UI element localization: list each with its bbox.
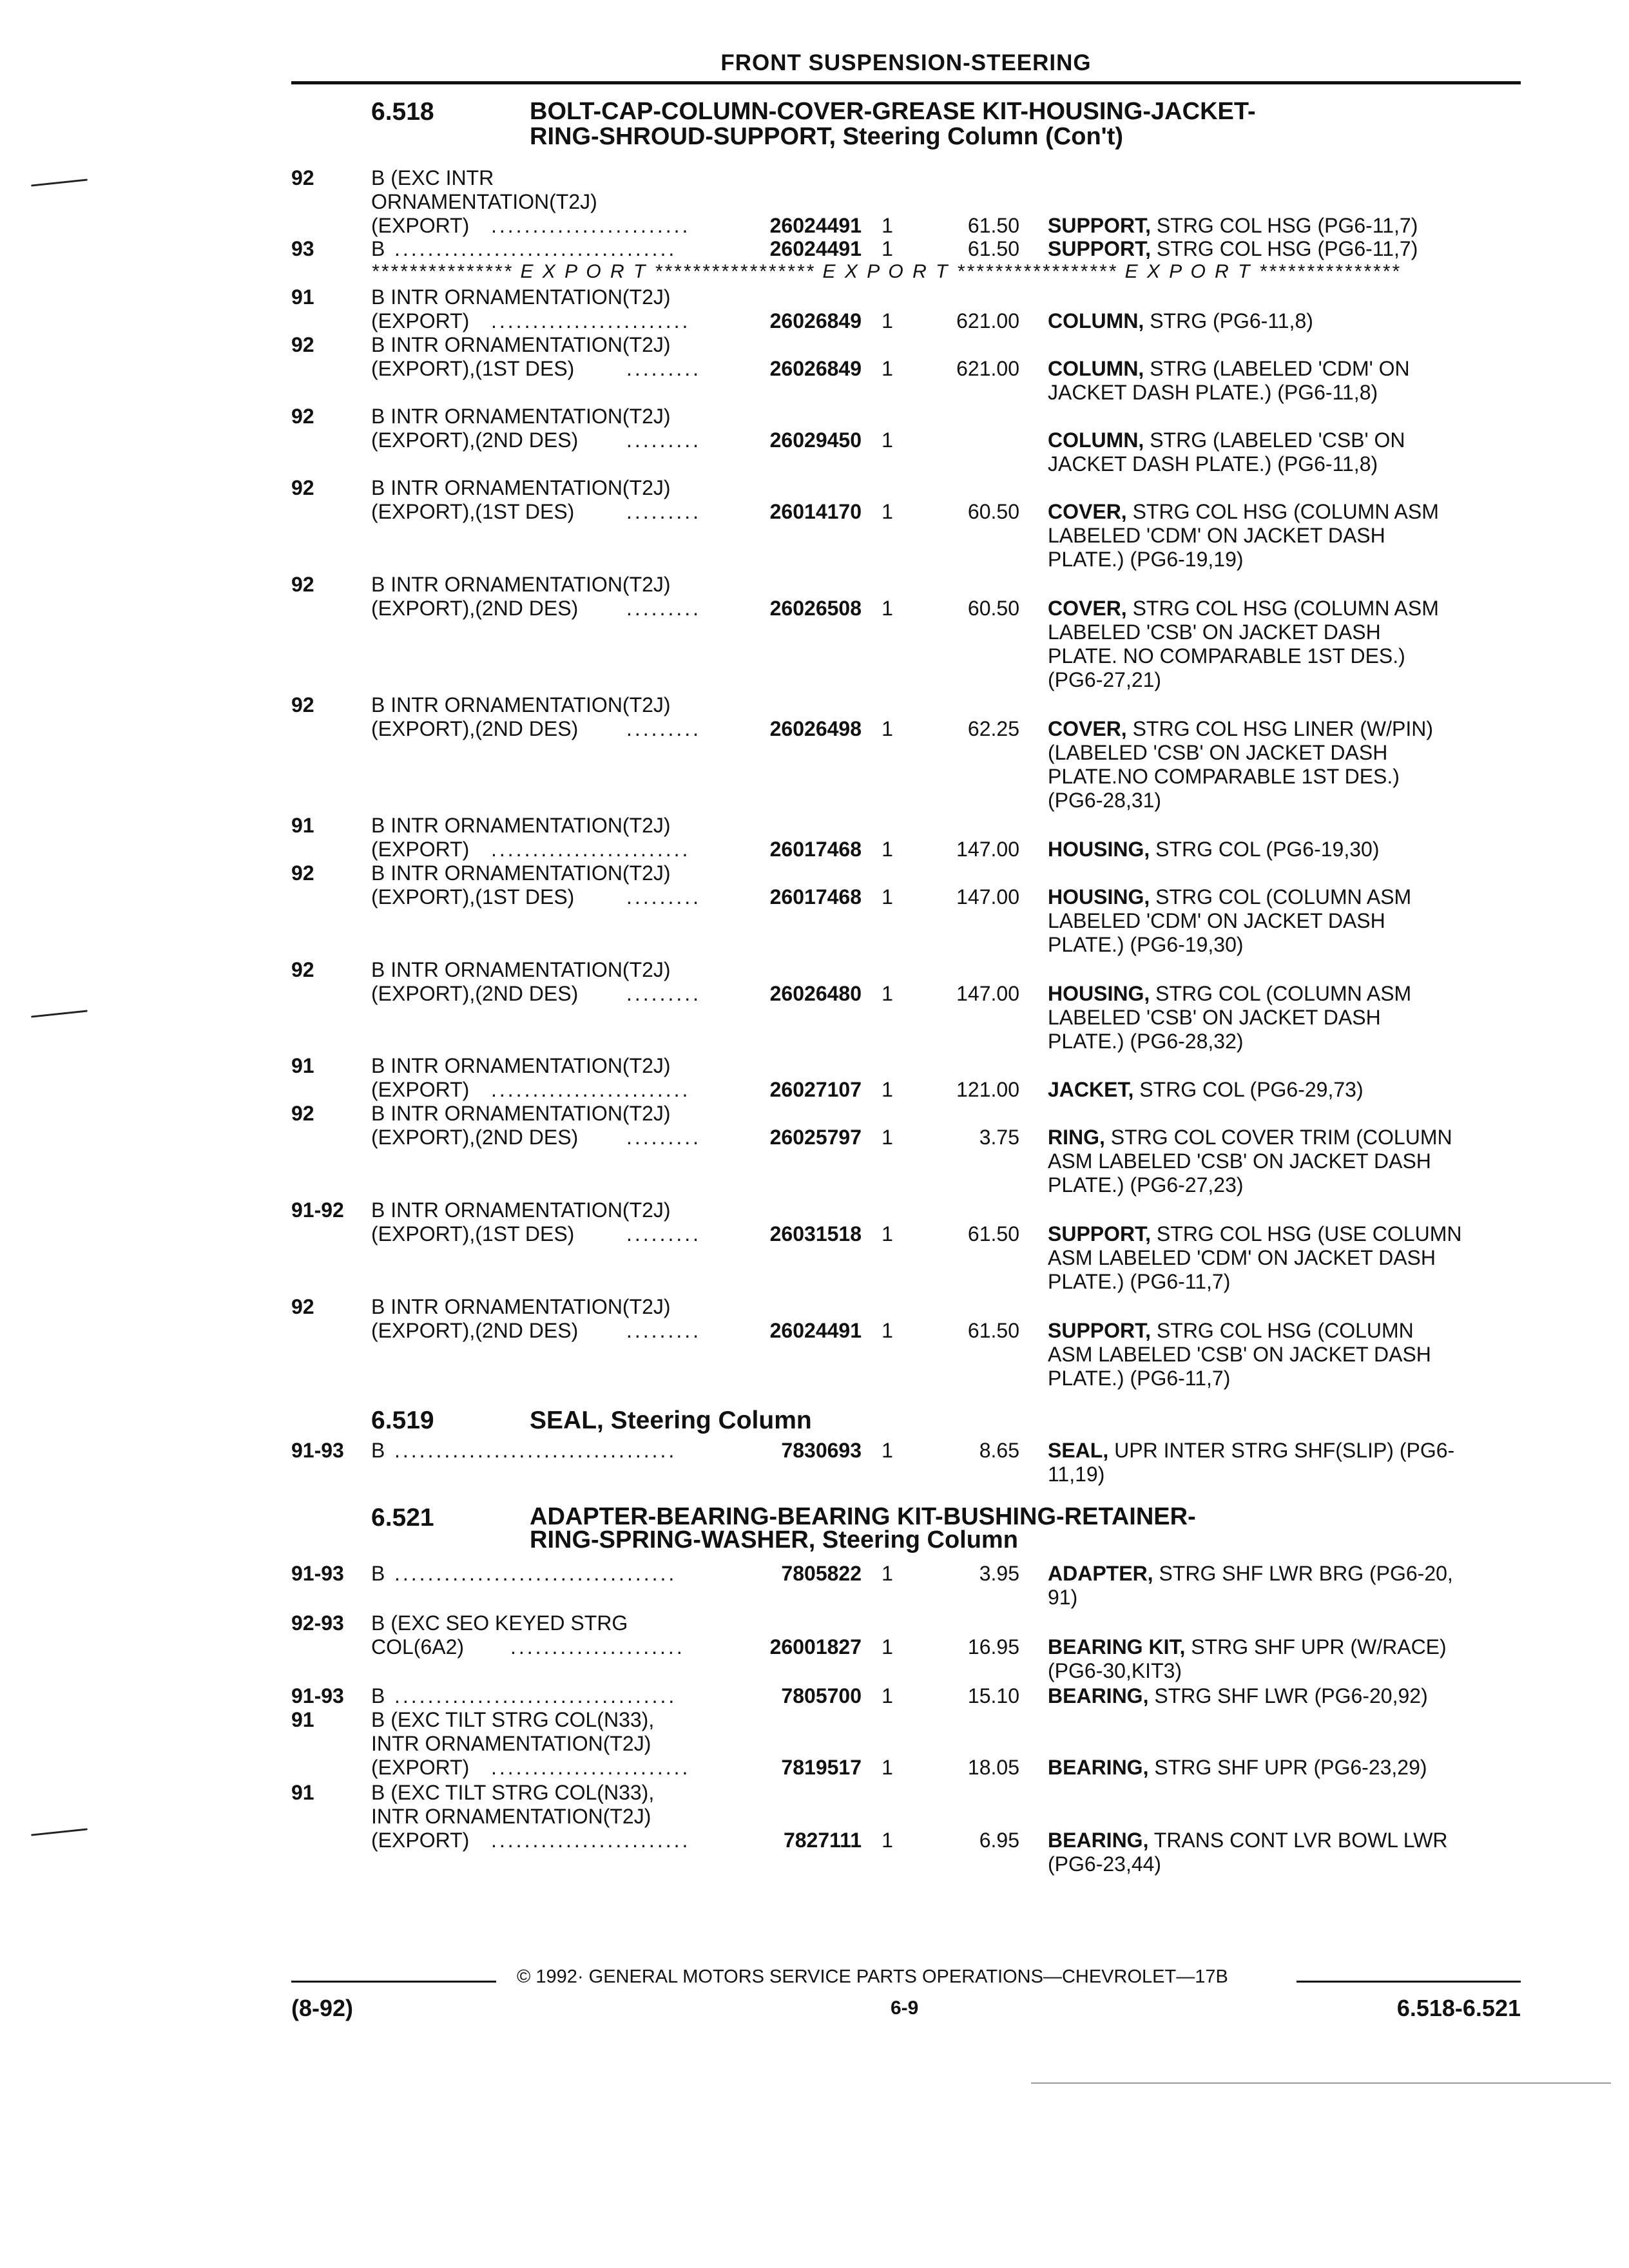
quantity: 1 <box>882 500 893 523</box>
quantity: 1 <box>882 309 893 332</box>
model-year: 91 <box>291 1781 314 1804</box>
dot-leader: ......... <box>626 1126 702 1149</box>
part-name-rest: STRG COL (COLUMN ASM LABELED 'CDM' ON JACKET DASH PLATE.) (PG6-19,30) <box>1048 885 1412 956</box>
part-number: 26026849 <box>769 309 862 332</box>
price: 121.00 <box>956 1078 1019 1101</box>
quantity: 1 <box>882 982 893 1005</box>
part-name-bold: COLUMN, <box>1048 357 1144 380</box>
quantity: 1 <box>882 1562 893 1585</box>
dot-leader: ......... <box>626 357 702 380</box>
part-name-rest: STRG COL (COLUMN ASM LABELED 'CSB' ON JACKET DASH PLATE.) (PG6-28,32) <box>1048 982 1412 1053</box>
part-name <box>1048 717 1521 812</box>
price: 60.50 <box>967 597 1019 620</box>
part-name-rest: STRG COL (PG6-19,30) <box>1150 838 1380 861</box>
dot-leader: ........................ <box>491 214 691 237</box>
part-name <box>1048 237 1521 261</box>
part-name-bold: HOUSING, <box>1048 838 1150 861</box>
part-name <box>1048 1222 1521 1294</box>
part-name-rest: STRG COL HSG (COLUMN ASM LABELED 'CSB' ON JACKET DASH PLATE. NO COMPARABLE 1ST DES.) (PG6-27,21) <box>1048 597 1439 691</box>
part-name <box>1048 428 1521 476</box>
model-year: 92 <box>291 333 314 356</box>
part-name <box>1048 1439 1521 1486</box>
dot-leader: ......... <box>626 885 702 908</box>
quantity: 1 <box>882 1319 893 1342</box>
part-number: 26024491 <box>769 214 862 237</box>
part-name-rest: TRANS CONT LVR BOWL LWR (PG6-23,44) <box>1048 1829 1448 1876</box>
part-name-bold: SUPPORT, <box>1048 214 1152 237</box>
quantity: 1 <box>882 428 893 452</box>
price: 18.05 <box>967 1756 1019 1779</box>
part-name-rest: STRG COL COVER TRIM (COLUMN ASM LABELED 'CSB' ON JACKET DASH PLATE.) (PG6-27,23) <box>1048 1126 1452 1196</box>
price: 61.50 <box>967 1319 1019 1342</box>
part-name-rest: STRG COL HSG (COLUMN ASM LABELED 'CDM' ON JACKET DASH PLATE.) (PG6-19,19) <box>1048 500 1439 571</box>
part-number: 26024491 <box>769 1319 862 1342</box>
part-name-bold: HOUSING, <box>1048 885 1150 908</box>
scan-artifact <box>1031 2082 1611 2084</box>
section-title: BOLT-CAP-COLUMN-COVER-GREASE KIT-HOUSING-JACKET- RING-SHROUD-SUPPORT, Steering Column (Con't) <box>530 98 1256 150</box>
application-desc: B <box>371 1562 385 1585</box>
price: 61.50 <box>967 1222 1019 1245</box>
application-desc: B INTR ORNAMENTATION(T2J) (EXPORT),(2ND DES) <box>371 1295 671 1342</box>
part-name-rest: STRG COL HSG (USE COLUMN ASM LABELED 'CDM' ON JACKET DASH PLATE.) (PG6-11,7) <box>1048 1222 1462 1293</box>
part-number: 26025797 <box>769 1126 862 1149</box>
model-year: 91 <box>291 814 314 837</box>
part-number: 26026849 <box>769 357 862 380</box>
application-desc: B (EXC TILT STRG COL(N33), INTR ORNAMENTATION(T2J) (EXPORT) <box>371 1708 655 1779</box>
quantity: 1 <box>882 237 893 260</box>
application-desc: B INTR ORNAMENTATION(T2J) (EXPORT),(2ND DES) <box>371 693 671 740</box>
part-number: 26029450 <box>769 428 862 452</box>
section-number: 6.519 <box>371 1407 434 1434</box>
part-name-rest: STRG COL (PG6-29,73) <box>1133 1078 1364 1101</box>
price: 6.95 <box>979 1829 1019 1852</box>
application-desc: B INTR ORNAMENTATION(T2J) (EXPORT),(2ND DES) <box>371 573 671 620</box>
footer-rule <box>291 1981 496 1983</box>
application-desc: B INTR ORNAMENTATION(T2J) (EXPORT),(1ST DES) <box>371 476 671 523</box>
dot-leader: ........................ <box>491 1756 691 1779</box>
quantity: 1 <box>882 1078 893 1101</box>
model-year: 92-93 <box>291 1611 344 1635</box>
part-name <box>1048 1562 1521 1610</box>
part-number: 26026508 <box>769 597 862 620</box>
price: 15.10 <box>967 1684 1019 1707</box>
model-year: 92 <box>291 476 314 499</box>
price: 60.50 <box>967 500 1019 523</box>
part-name <box>1048 1635 1521 1683</box>
part-number: 7819517 <box>781 1756 862 1779</box>
part-name-bold: HOUSING, <box>1048 982 1150 1005</box>
dot-leader: ......... <box>626 982 702 1005</box>
part-name-bold: COLUMN, <box>1048 309 1144 332</box>
application-desc: B (EXC SEO KEYED STRG COL(6A2) <box>371 1611 628 1658</box>
part-name-bold: BEARING, <box>1048 1684 1149 1707</box>
part-name-bold: COVER, <box>1048 500 1127 523</box>
price: 3.75 <box>979 1126 1019 1149</box>
model-year: 92 <box>291 958 314 981</box>
part-name <box>1048 1078 1521 1102</box>
part-name-bold: SUPPORT, <box>1048 1319 1152 1342</box>
section-number: 6.521 <box>371 1504 434 1532</box>
part-name-bold: ADAPTER, <box>1048 1562 1153 1585</box>
part-number: 7827111 <box>783 1829 862 1852</box>
price: 147.00 <box>956 838 1019 861</box>
quantity: 1 <box>882 838 893 861</box>
model-year: 92 <box>291 861 314 885</box>
quantity: 1 <box>882 1684 893 1707</box>
export-banner: *************** E X P O R T ***************** E X P O R T ***************** E X P O R T *************** <box>371 261 1401 282</box>
application-desc: B INTR ORNAMENTATION(T2J) (EXPORT) <box>371 1054 671 1101</box>
punch-mark <box>31 178 88 186</box>
part-name-rest: STRG (LABELED 'CSB' ON JACKET DASH PLATE.) (PG6-11,8) <box>1048 428 1405 476</box>
part-name-rest: STRG SHF LWR (PG6-20,92) <box>1148 1684 1428 1707</box>
quantity: 1 <box>882 1829 893 1852</box>
part-number: 7830693 <box>781 1439 862 1462</box>
dot-leader: ......... <box>626 717 702 740</box>
dot-leader: ......... <box>626 1222 702 1245</box>
copyright-notice: © 1992· GENERAL MOTORS SERVICE PARTS OPERATIONS—CHEVROLET—17B <box>517 1966 1228 1987</box>
model-year: 92 <box>291 693 314 716</box>
part-name-rest: STRG COL HSG (PG6-11,7) <box>1151 237 1418 260</box>
section-title: SEAL, Steering Column <box>530 1407 812 1434</box>
list-item <box>291 166 1521 238</box>
part-name-bold: SUPPORT, <box>1048 237 1152 260</box>
part-name-bold: COVER, <box>1048 597 1127 620</box>
price: 62.25 <box>967 717 1019 740</box>
application-desc: B INTR ORNAMENTATION(T2J) (EXPORT),(1ST DES) <box>371 861 671 908</box>
model-year: 91-93 <box>291 1684 344 1707</box>
part-number: 26001827 <box>769 1635 862 1658</box>
application-desc: B INTR ORNAMENTATION(T2J) (EXPORT),(2ND DES) <box>371 1102 671 1149</box>
footer-rule <box>1296 1981 1521 1983</box>
dot-leader: ........................ <box>491 309 691 332</box>
part-name-bold: RING, <box>1048 1126 1105 1149</box>
punch-mark <box>31 1010 88 1017</box>
application-desc: B <box>371 1439 385 1462</box>
application-desc: B (EXC INTR ORNAMENTATION(T2J) (EXPORT) <box>371 166 597 237</box>
part-name <box>1048 1684 1521 1708</box>
part-number: 26014170 <box>769 500 862 523</box>
part-number: 26024491 <box>769 237 862 260</box>
application-desc: B INTR ORNAMENTATION(T2J) (EXPORT),(1ST DES) <box>371 1198 671 1245</box>
part-number: 26017468 <box>769 838 862 861</box>
model-year: 93 <box>291 237 314 260</box>
quantity: 1 <box>882 717 893 740</box>
model-year: 91-92 <box>291 1198 344 1222</box>
part-number: 26026480 <box>769 982 862 1005</box>
dot-leader: ......... <box>626 428 702 452</box>
part-name <box>1048 357 1521 405</box>
part-name-bold: BEARING KIT, <box>1048 1635 1186 1658</box>
model-year: 91 <box>291 1054 314 1077</box>
quantity: 1 <box>882 597 893 620</box>
dot-leader: ......... <box>626 1319 702 1342</box>
dot-leader: .................................. <box>394 1684 677 1707</box>
quantity: 1 <box>882 1126 893 1149</box>
model-year: 92 <box>291 1102 314 1125</box>
section-number: 6.518 <box>371 98 434 126</box>
part-name <box>1048 1126 1521 1197</box>
section-heading <box>291 1408 1521 1436</box>
quantity: 1 <box>882 214 893 237</box>
application-desc: B <box>371 1684 385 1707</box>
section-heading <box>291 97 1521 151</box>
quantity: 1 <box>882 1756 893 1779</box>
part-number: 7805700 <box>781 1684 862 1707</box>
part-name-rest: STRG (LABELED 'CDM' ON JACKET DASH PLATE.) (PG6-11,8) <box>1048 357 1410 404</box>
model-year: 91-93 <box>291 1439 344 1462</box>
part-name-bold: SUPPORT, <box>1048 1222 1152 1245</box>
application-desc: B INTR ORNAMENTATION(T2J) (EXPORT) <box>371 814 671 861</box>
part-name-rest: STRG COL HSG (COLUMN ASM LABELED 'CSB' ON JACKET DASH PLATE.) (PG6-11,7) <box>1048 1319 1431 1390</box>
page-number: 6-9 <box>891 1997 919 2019</box>
part-name-bold: JACKET, <box>1048 1078 1134 1101</box>
quantity: 1 <box>882 1635 893 1658</box>
price: 61.50 <box>967 214 1019 237</box>
part-name <box>1048 838 1521 861</box>
dot-leader: .................................. <box>394 237 677 260</box>
punch-mark <box>31 1828 88 1836</box>
quantity: 1 <box>882 1222 893 1245</box>
section-title: ADAPTER-BEARING-BEARING KIT-BUSHING-RETAINER- RING-SPRING-WASHER, Steering Column <box>530 1503 1196 1553</box>
quantity: 1 <box>882 885 893 908</box>
part-name-rest: STRG COL HSG (PG6-11,7) <box>1151 214 1418 237</box>
application-desc: B (EXC TILT STRG COL(N33), INTR ORNAMENTATION(T2J) (EXPORT) <box>371 1781 655 1852</box>
section-range: 6.518-6.521 <box>1396 1995 1521 2021</box>
price: 8.65 <box>979 1439 1019 1462</box>
part-name <box>1048 597 1521 692</box>
dot-leader: ......... <box>626 500 702 523</box>
price: 621.00 <box>956 309 1019 332</box>
part-name <box>1048 500 1521 572</box>
part-name-rest: STRG COL HSG LINER (W/PIN) (LABELED 'CSB' ON JACKET DASH PLATE.NO COMPARABLE 1ST DES.) (PG6-28,31) <box>1048 717 1433 812</box>
application-desc: B INTR ORNAMENTATION(T2J) (EXPORT),(2ND DES) <box>371 405 671 452</box>
part-name <box>1048 1756 1521 1780</box>
part-number: 26026498 <box>769 717 862 740</box>
dot-leader: ........................ <box>491 1078 691 1101</box>
part-name-rest: STRG SHF LWR BRG (PG6-20, 91) <box>1048 1562 1453 1609</box>
dot-leader: .................................. <box>394 1562 677 1585</box>
dot-leader: ......... <box>626 597 702 620</box>
model-year: 92 <box>291 1295 314 1318</box>
revision-date: (8-92) <box>291 1995 354 2021</box>
page-header <box>291 49 1521 84</box>
quantity: 1 <box>882 1439 893 1462</box>
part-number: 26017468 <box>769 885 862 908</box>
price: 147.00 <box>956 885 1019 908</box>
header-rule <box>291 81 1521 84</box>
price: 61.50 <box>967 237 1019 260</box>
model-year: 91 <box>291 1708 314 1731</box>
model-year: 91 <box>291 285 314 309</box>
part-name <box>1048 885 1521 957</box>
price: 3.95 <box>979 1562 1019 1585</box>
part-name-bold: COLUMN, <box>1048 428 1144 452</box>
part-name <box>1048 309 1521 333</box>
part-name-bold: BEARING, <box>1048 1829 1149 1852</box>
part-name-bold: BEARING, <box>1048 1756 1149 1779</box>
part-name-rest: STRG SHF UPR (W/RACE) (PG6-30,KIT3) <box>1048 1635 1447 1682</box>
part-name <box>1048 982 1521 1053</box>
part-number: 26031518 <box>769 1222 862 1245</box>
model-year: 91-93 <box>291 1562 344 1585</box>
price: 147.00 <box>956 982 1019 1005</box>
quantity: 1 <box>882 357 893 380</box>
model-year: 92 <box>291 166 314 189</box>
application-desc: B <box>371 237 385 260</box>
application-desc: B INTR ORNAMENTATION(T2J) (EXPORT),(2ND DES) <box>371 958 671 1005</box>
section-heading <box>291 1505 1521 1559</box>
part-name-bold: COVER, <box>1048 717 1127 740</box>
dot-leader: ........................ <box>491 1829 691 1852</box>
part-name <box>1048 214 1521 238</box>
page-title: FRONT SUSPENSION-STEERING <box>720 50 1092 75</box>
list-item <box>291 237 1521 261</box>
part-name-bold: SEAL, <box>1048 1439 1109 1462</box>
dot-leader: ..................... <box>510 1635 685 1658</box>
part-name-rest: UPR INTER STRG SHF(SLIP) (PG6- 11,19) <box>1048 1439 1455 1486</box>
dot-leader: .................................. <box>394 1439 677 1462</box>
part-name <box>1048 1319 1521 1390</box>
application-desc: B INTR ORNAMENTATION(T2J) (EXPORT),(1ST DES) <box>371 333 671 380</box>
part-name-rest: STRG SHF UPR (PG6-23,29) <box>1148 1756 1427 1779</box>
dot-leader: ........................ <box>491 838 691 861</box>
part-name-rest: STRG (PG6-11,8) <box>1144 309 1313 332</box>
part-name <box>1048 1829 1521 1876</box>
application-desc: B INTR ORNAMENTATION(T2J) (EXPORT) <box>371 285 671 332</box>
part-number: 7805822 <box>781 1562 862 1585</box>
model-year: 92 <box>291 405 314 428</box>
price: 16.95 <box>967 1635 1019 1658</box>
model-year: 92 <box>291 573 314 596</box>
price: 621.00 <box>956 357 1019 380</box>
part-number: 26027107 <box>769 1078 862 1101</box>
